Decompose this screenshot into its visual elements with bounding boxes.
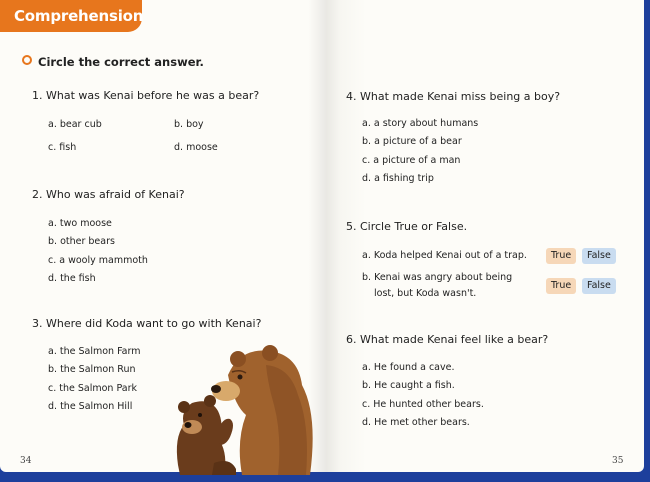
q6-option-c[interactable]: c. He hunted other bears. <box>362 399 484 410</box>
q6-option-b[interactable]: b. He caught a fish. <box>362 380 455 391</box>
question-1: 1. What was Kenai before he was a bear? <box>32 89 260 102</box>
q6-option-a[interactable]: a. He found a cave. <box>362 362 455 373</box>
q4-option-b[interactable]: b. a picture of a bear <box>362 136 462 147</box>
q5-statement-b: b. Kenai was angry about being <box>362 272 513 283</box>
q2-option-d[interactable]: d. the fish <box>48 273 96 284</box>
q3-option-c[interactable]: c. the Salmon Park <box>48 383 138 394</box>
q1-option-c[interactable]: c. fish <box>48 142 77 153</box>
section-tab: Comprehension <box>0 0 142 32</box>
q2-option-a[interactable]: a. two moose <box>48 218 112 229</box>
q1-option-b[interactable]: b. boy <box>174 119 204 130</box>
q2-option-b[interactable]: b. other bears <box>48 236 115 247</box>
page-number-right: 35 <box>612 456 624 466</box>
circle-bullet-icon <box>22 55 32 65</box>
page-number-left: 34 <box>20 456 32 466</box>
question-4: 4. What made Kenai miss being a boy? <box>346 90 561 103</box>
q6-option-d[interactable]: d. He met other bears. <box>362 417 470 428</box>
q1-option-a[interactable]: a. bear cub <box>48 119 102 130</box>
q1-option-d[interactable]: d. moose <box>174 142 218 153</box>
question-5: 5. Circle True or False. <box>346 220 468 233</box>
q3-option-b[interactable]: b. the Salmon Run <box>48 364 136 375</box>
q5-statement-b-line2: lost, but Koda wasn't. <box>374 288 477 299</box>
left-page <box>0 0 326 472</box>
q2-option-c[interactable]: c. a wooly mammoth <box>48 255 148 266</box>
question-2: 2. Who was afraid of Kenai? <box>32 188 185 201</box>
q5a-true-button[interactable]: True <box>546 248 576 264</box>
q5b-false-button[interactable]: False <box>582 278 616 294</box>
q5b-true-button[interactable]: True <box>546 278 576 294</box>
q4-option-c[interactable]: c. a picture of a man <box>362 155 461 166</box>
instruction-text: Circle the correct answer. <box>38 55 204 69</box>
right-page <box>326 0 644 472</box>
question-6: 6. What made Kenai feel like a bear? <box>346 333 549 346</box>
q5-statement-a: a. Koda helped Kenai out of a trap. <box>362 250 527 261</box>
question-3: 3. Where did Koda want to go with Kenai? <box>32 317 262 330</box>
q3-option-a[interactable]: a. the Salmon Farm <box>48 346 141 357</box>
q4-option-d[interactable]: d. a fishing trip <box>362 173 434 184</box>
q5a-false-button[interactable]: False <box>582 248 616 264</box>
bears-illustration <box>170 345 320 475</box>
q4-option-a[interactable]: a. a story about humans <box>362 118 479 129</box>
instruction <box>22 55 204 69</box>
q3-option-d[interactable]: d. the Salmon Hill <box>48 401 133 412</box>
